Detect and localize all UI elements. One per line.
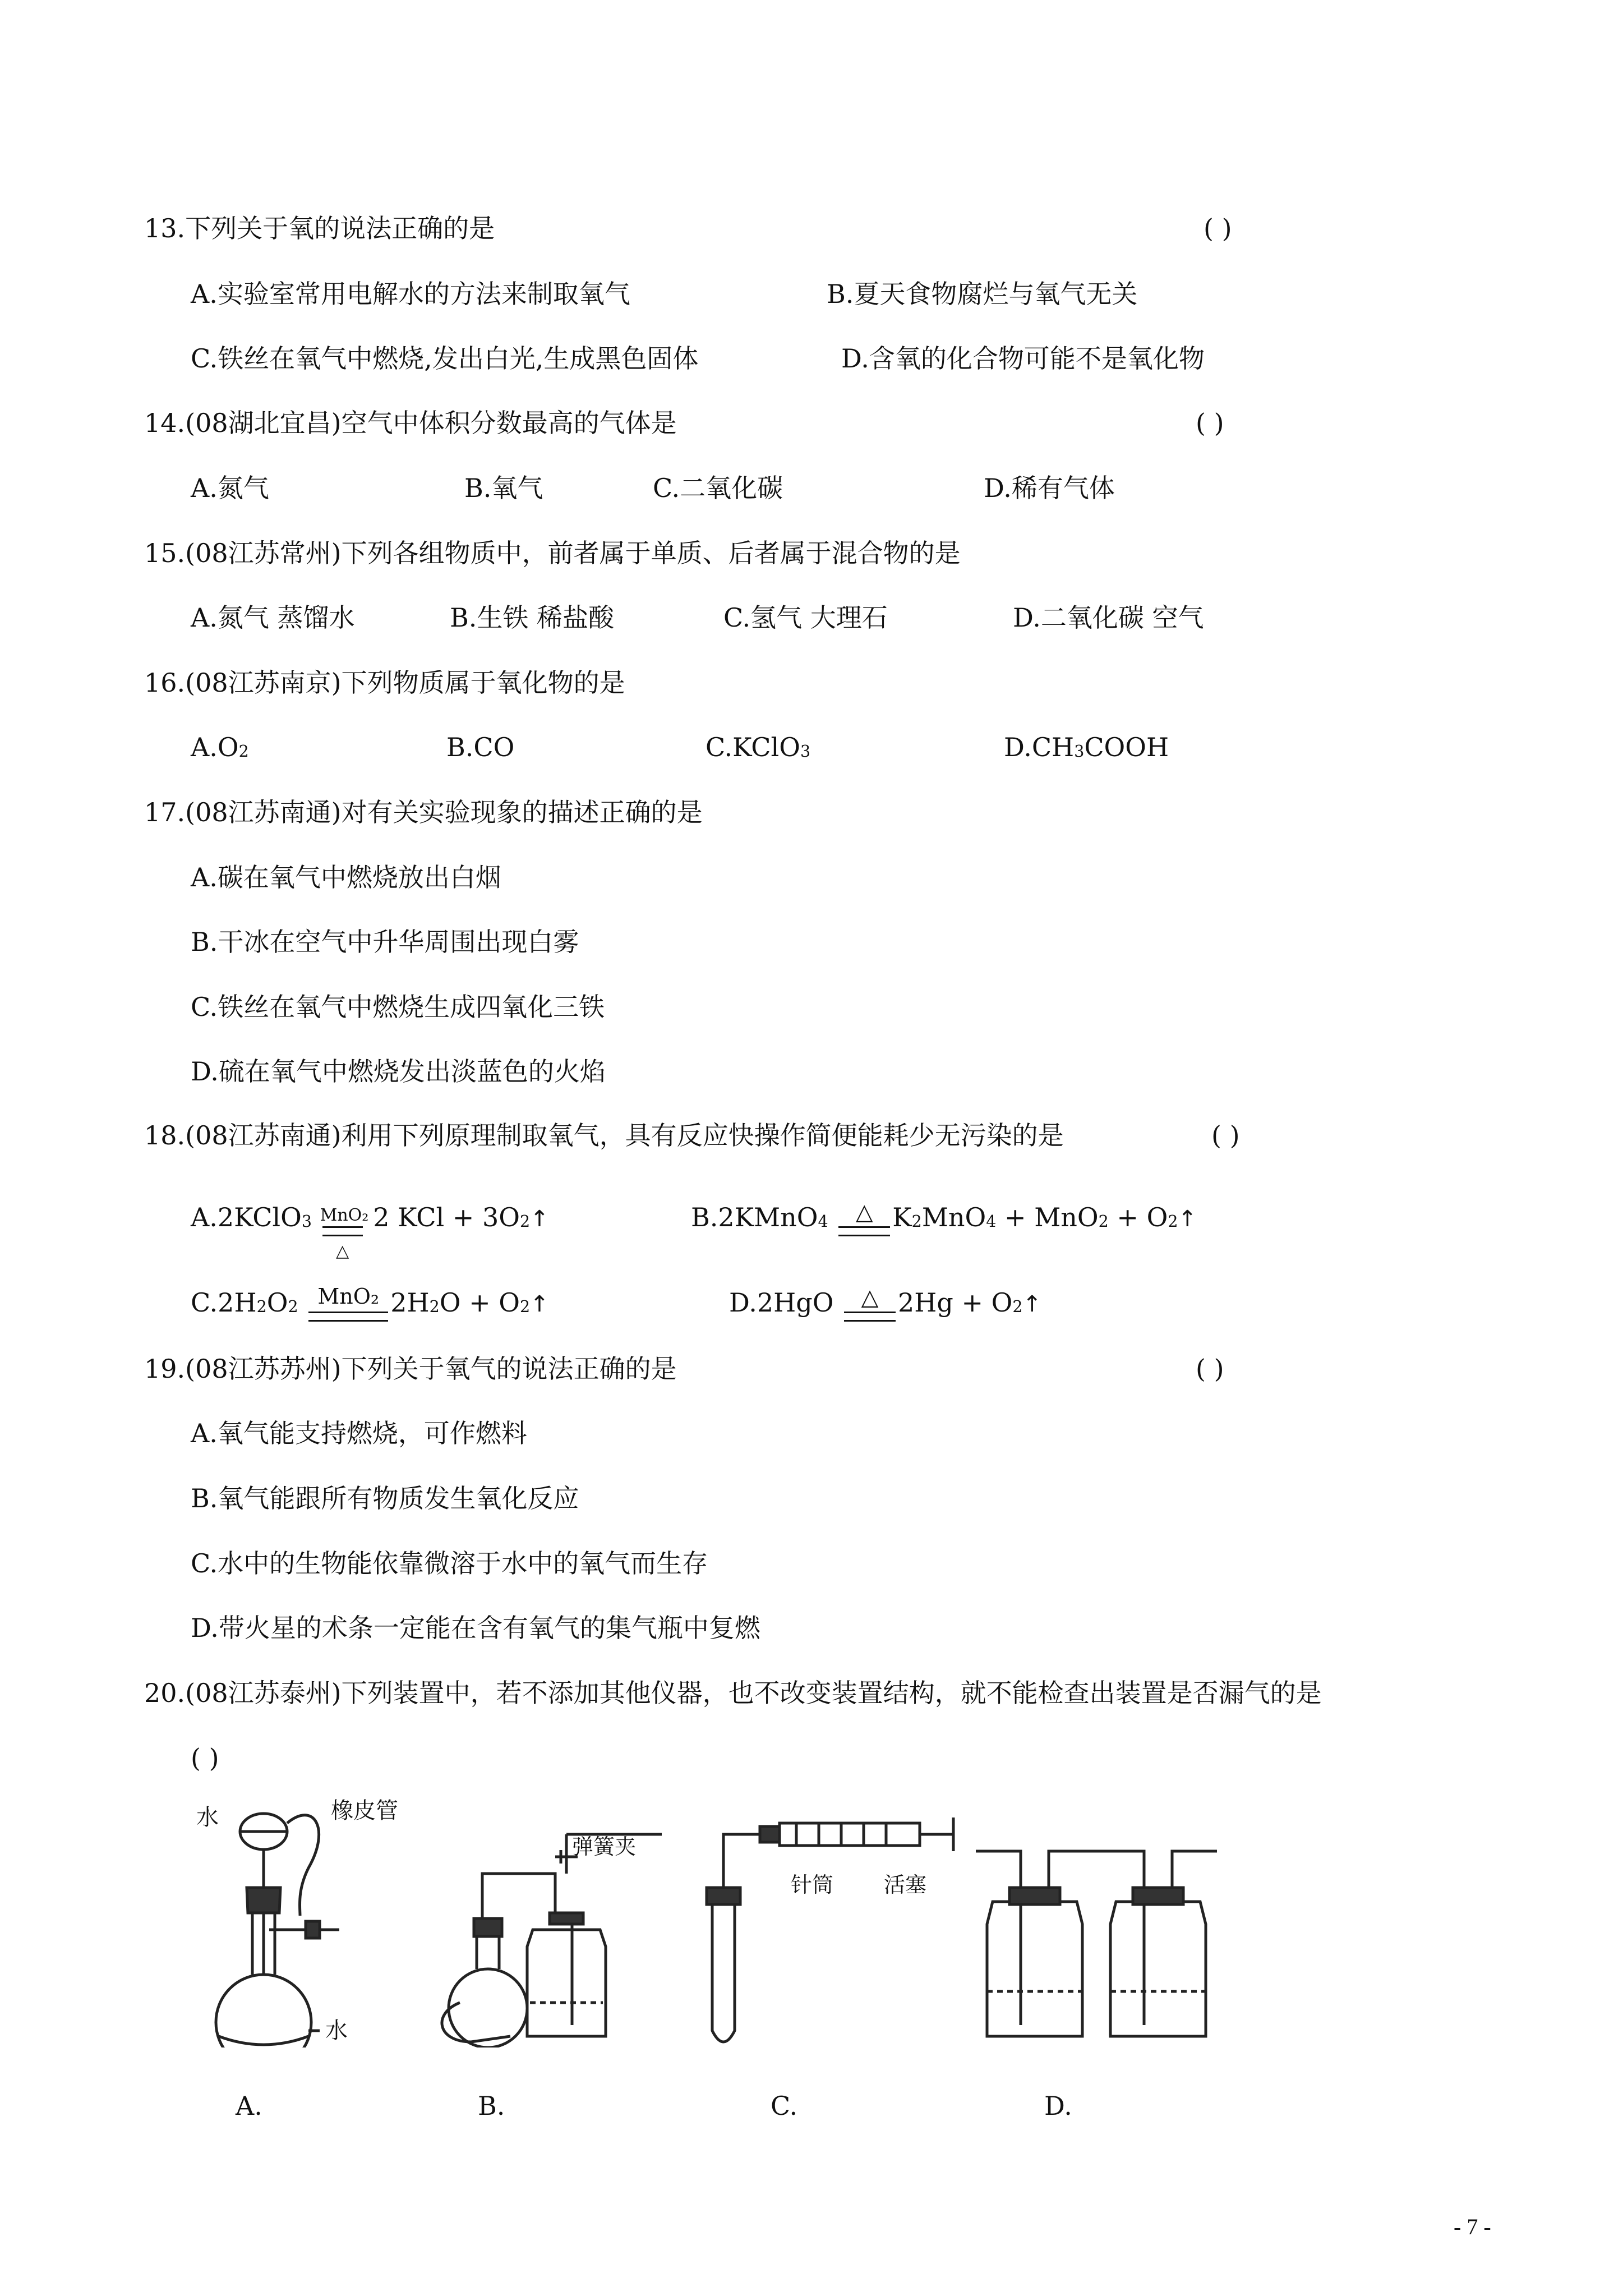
- q13-option-a: A.实验室常用电解水的方法来制取氧气: [191, 279, 630, 309]
- label-water-top: 水: [196, 1805, 219, 1830]
- q18-c-sub1: 2: [256, 1297, 267, 1317]
- q16-a-sub: 2: [238, 742, 249, 761]
- q18-c-l2: O: [266, 1287, 288, 1318]
- q14-option-d: D.稀有气体: [984, 473, 1115, 503]
- page-number: - 7 -: [1454, 2214, 1491, 2239]
- q18-c-r2: O + O: [439, 1287, 520, 1318]
- q16-d-sub: 3: [1074, 742, 1085, 761]
- q18-c-r1: 2H: [390, 1287, 430, 1318]
- q17-option-a: A.碳在氧气中燃烧放出白烟: [191, 862, 501, 892]
- q14-option-b: B.氧气: [464, 473, 543, 503]
- apparatus-b: [442, 1834, 662, 2047]
- q16-a-text: A.O: [191, 732, 239, 762]
- q18-b-sub4: 2: [1098, 1212, 1109, 1231]
- q19-option-a: A.氧气能支持燃烧，可作燃料: [191, 1418, 527, 1448]
- q15-option-d: D.二氧化碳 空气: [1013, 602, 1204, 633]
- q20-option-a: A.: [236, 2091, 262, 2121]
- q16-option-d: [1004, 730, 1169, 764]
- label-water-bottom: 水: [325, 2018, 348, 2044]
- q14-answer-blank: ( ): [1196, 408, 1224, 438]
- q18-c-equals: [308, 1312, 388, 1322]
- q16-option-c: [706, 730, 810, 764]
- q13-answer-blank: ( ): [1204, 213, 1232, 243]
- q15-stem: 15.(08江苏常州)下列各组物质中，前者属于单质、后者属于混合物的是: [144, 538, 961, 568]
- q20-option-c: C.: [771, 2091, 798, 2121]
- q18-b-equals: [838, 1226, 890, 1236]
- q18-c-lhs: C.2H: [191, 1287, 257, 1318]
- q18-a-sub1: 3: [301, 1212, 312, 1231]
- q19-answer-blank: ( ): [1196, 1354, 1224, 1384]
- q18-b-lhs: B.2KMnO: [691, 1202, 818, 1232]
- q18-d-lhs: D.2HgO: [729, 1287, 834, 1318]
- q19-option-c: C.水中的生物能依靠微溶于水中的氧气而生存: [191, 1548, 708, 1579]
- q18-a-equals: [322, 1226, 363, 1236]
- q18-a-up-arrow: ↑: [530, 1206, 549, 1232]
- q17-option-c: C.铁丝在氧气中燃烧生成四氧化三铁: [191, 992, 605, 1022]
- q18-b-r2: MnO: [921, 1202, 986, 1232]
- apparatus-c: [707, 1818, 953, 2042]
- q18-c-sub3: 2: [429, 1297, 440, 1317]
- q17-option-b: B.干冰在空气中升华周围出现白雾: [191, 927, 579, 957]
- q18-stem: 18.(08江苏南通)利用下列原理制取氧气，具有反应快操作简便能耗少无污染的是: [144, 1120, 1064, 1151]
- apparatus-d: [976, 1851, 1217, 2036]
- q18-b-up-arrow: ↑: [1178, 1206, 1197, 1232]
- label-rubber-tube: 橡皮管: [331, 1798, 398, 1824]
- q18-d-r1: 2Hg + O: [898, 1287, 1013, 1318]
- label-piston: 活塞: [884, 1872, 927, 1897]
- q18-c-catalyst: MnO₂: [317, 1284, 380, 1309]
- q18-equation-b: [691, 1200, 1197, 1236]
- q13-option-d: D.含氧的化合物可能不是氧化物: [841, 343, 1205, 374]
- q14-stem: 14.(08湖北宜昌)空气中体积分数最高的气体是: [144, 408, 677, 438]
- q18-answer-blank: ( ): [1211, 1120, 1240, 1151]
- q20-option-b: B.: [478, 2091, 505, 2121]
- q13-option-c: C.铁丝在氧气中燃烧,发出白光,生成黑色固体: [191, 343, 699, 374]
- q13-option-b: B.夏天食物腐烂与氧气无关: [827, 279, 1138, 309]
- q19-stem: 19.(08江苏苏州)下列关于氧气的说法正确的是: [144, 1354, 677, 1384]
- q18-b-sub3: 4: [986, 1212, 997, 1231]
- apparatus-figure: [185, 1789, 1251, 2047]
- q18-equation-d: [729, 1286, 1041, 1321]
- q14-option-c: C.二氧化碳: [653, 473, 783, 503]
- q16-c-sub: 3: [800, 742, 811, 761]
- q18-d-up-arrow: ↑: [1022, 1291, 1042, 1317]
- q18-b-r4: + O: [1108, 1202, 1168, 1232]
- q18-b-r3: + MnO: [996, 1202, 1099, 1232]
- q18-a-rhs: 2 KCl + 3O: [365, 1202, 520, 1232]
- q20-option-d: D.: [1044, 2091, 1072, 2121]
- q18-c-sub4: 2: [519, 1297, 531, 1317]
- q18-b-sub5: 2: [1168, 1212, 1178, 1231]
- label-syringe: 针筒: [791, 1872, 834, 1897]
- q18-equation-c: [191, 1286, 549, 1321]
- q18-b-sub1: 4: [818, 1212, 828, 1231]
- apparatus-a: [216, 1814, 339, 2047]
- q18-d-heat: △: [861, 1285, 879, 1310]
- q16-d-text: D.CH: [1004, 732, 1075, 762]
- q18-a-catalyst: MnO₂: [320, 1205, 369, 1225]
- q18-c-sub2: 2: [288, 1297, 298, 1317]
- q18-d-equals: [844, 1312, 896, 1322]
- q14-option-a: A.氮气: [191, 473, 269, 503]
- q18-b-heat: △: [855, 1199, 873, 1225]
- q20-answer-blank: ( ): [191, 1743, 219, 1773]
- q18-a-sub2: 2: [519, 1212, 531, 1231]
- q13-stem-text: 13.下列关于氧的说法正确的是: [144, 213, 495, 243]
- q17-stem: 17.(08江苏南通)对有关实验现象的描述正确的是: [144, 797, 703, 827]
- q15-option-c: C.氢气 大理石: [723, 602, 888, 633]
- q16-option-a: [191, 730, 249, 764]
- q18-b-r1: K: [892, 1202, 912, 1232]
- q16-c-text: C.KClO: [706, 732, 800, 762]
- q18-equation-a: [191, 1200, 549, 1261]
- label-spring-clip: 弹簧夹: [572, 1834, 637, 1859]
- q20-stem: 20.(08江苏泰州)下列装置中，若不添加其他仪器，也不改变装置结构，就不能检查出装置是否漏气的是: [144, 1678, 1322, 1708]
- q18-a-lhs: A.2KClO: [191, 1202, 302, 1232]
- q19-option-b: B.氧气能跟所有物质发生氧化反应: [191, 1483, 579, 1513]
- q16-d-text2: COOH: [1084, 732, 1169, 762]
- q16-option-b: B.CO: [446, 732, 515, 762]
- q16-stem: 16.(08江苏南京)下列物质属于氧化物的是: [144, 668, 625, 698]
- q15-option-b: B.生铁 稀盐酸: [450, 602, 615, 633]
- q15-option-a: A.氮气 蒸馏水: [191, 602, 355, 633]
- q18-a-heat: △: [336, 1241, 349, 1261]
- q19-option-d: D.带火星的术条一定能在含有氧气的集气瓶中复燃: [191, 1613, 760, 1643]
- q18-d-sub1: 2: [1012, 1297, 1023, 1317]
- q17-option-d: D.硫在氧气中燃烧发出淡蓝色的火焰: [191, 1056, 606, 1087]
- q18-b-sub2: 2: [911, 1212, 922, 1231]
- q18-c-up-arrow: ↑: [530, 1291, 549, 1317]
